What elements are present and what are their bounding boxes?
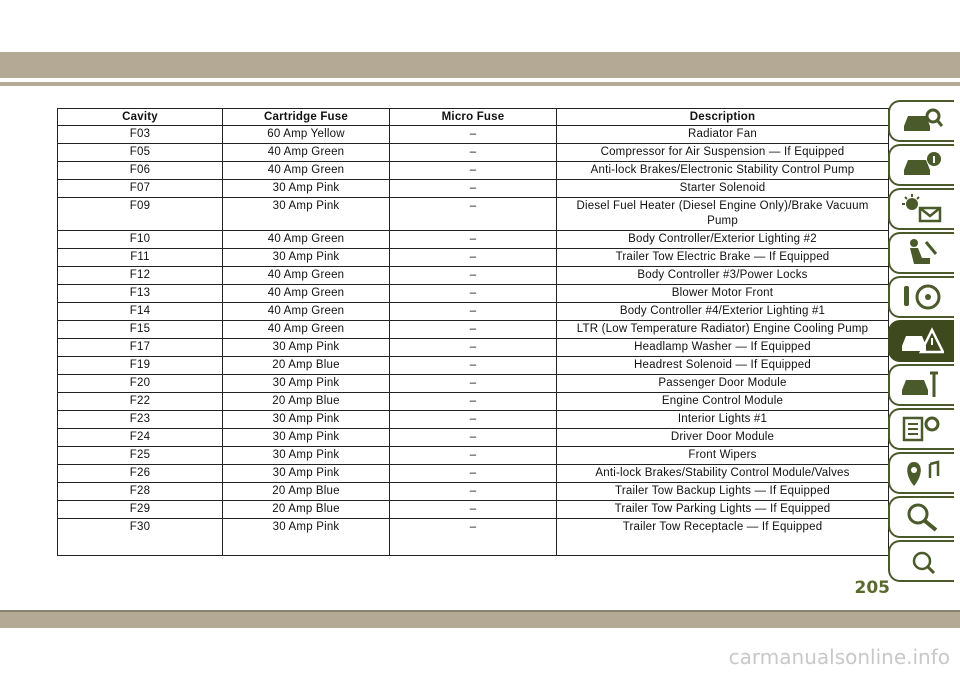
tab-getting-to-know[interactable]: [888, 100, 954, 142]
cell-description: Body Controller #3/Power Locks: [557, 267, 889, 285]
cell-cavity: F28: [58, 483, 223, 501]
tab-customer-assistance[interactable]: [888, 496, 954, 538]
cell-cartridge-fuse: 40 Amp Green: [223, 303, 390, 321]
seat-airbag-icon: [900, 238, 944, 268]
tab-warning-lights[interactable]: [888, 188, 954, 230]
cell-cartridge-fuse: 20 Amp Blue: [223, 483, 390, 501]
cell-cartridge-fuse: 30 Amp Pink: [223, 375, 390, 393]
table-row: [58, 180, 889, 198]
cell-cartridge-fuse: 40 Amp Green: [223, 231, 390, 249]
tab-multimedia[interactable]: [888, 452, 954, 494]
tab-starting-operating[interactable]: [888, 276, 954, 318]
cell-micro-fuse: –: [390, 126, 557, 144]
cell-micro-fuse: –: [390, 180, 557, 198]
cell-description: LTR (Low Temperature Radiator) Engine Cooling Pump: [557, 321, 889, 339]
cell-cavity: F12: [58, 267, 223, 285]
car-emergency-icon: [900, 326, 944, 356]
cell-description: Headrest Solenoid — If Equipped: [557, 357, 889, 375]
alphabetical-index-icon: [900, 546, 944, 576]
cell-description: Starter Solenoid: [557, 180, 889, 198]
cell-description: Body Controller #4/Exterior Lighting #1: [557, 303, 889, 321]
table-row: [58, 303, 889, 321]
table-row: [58, 411, 889, 429]
cell-micro-fuse: –: [390, 519, 557, 556]
cell-cavity: F26: [58, 465, 223, 483]
top-band-line: [0, 82, 960, 86]
table-header-row: [58, 109, 889, 126]
cell-description: Front Wipers: [557, 447, 889, 465]
cell-micro-fuse: –: [390, 321, 557, 339]
cell-cartridge-fuse: 40 Amp Green: [223, 321, 390, 339]
table-row: [58, 126, 889, 144]
cell-description: Radiator Fan: [557, 126, 889, 144]
table-row: [58, 231, 889, 249]
cell-micro-fuse: –: [390, 267, 557, 285]
cell-cartridge-fuse: 30 Amp Pink: [223, 447, 390, 465]
multimedia-location-music-icon: [900, 458, 944, 488]
magnifier-search-icon: [900, 502, 944, 532]
cell-micro-fuse: –: [390, 375, 557, 393]
page-number: 205: [854, 578, 890, 598]
cell-cartridge-fuse: 40 Amp Green: [223, 267, 390, 285]
cell-cartridge-fuse: 30 Amp Pink: [223, 249, 390, 267]
cell-description: Engine Control Module: [557, 393, 889, 411]
cell-micro-fuse: –: [390, 303, 557, 321]
table-row: [58, 501, 889, 519]
header-micro-fuse: Micro Fuse: [390, 109, 557, 126]
header-cavity: Cavity: [58, 109, 223, 126]
cell-cartridge-fuse: 30 Amp Pink: [223, 465, 390, 483]
cell-cavity: F22: [58, 393, 223, 411]
table-row: [58, 393, 889, 411]
cell-cavity: F23: [58, 411, 223, 429]
car-search-icon: [900, 106, 944, 136]
cell-cavity: F06: [58, 162, 223, 180]
cell-description: Trailer Tow Parking Lights — If Equipped: [557, 501, 889, 519]
cell-description: Trailer Tow Receptacle — If Equipped: [557, 519, 889, 556]
table-row: [58, 198, 889, 231]
tab-safety[interactable]: [888, 232, 954, 274]
cell-description: Compressor for Air Suspension — If Equipped: [557, 144, 889, 162]
header-description: Description: [557, 109, 889, 126]
cell-description: Passenger Door Module: [557, 375, 889, 393]
cell-cavity: F11: [58, 249, 223, 267]
cell-description: Driver Door Module: [557, 429, 889, 447]
tab-technical-specifications[interactable]: [888, 408, 954, 450]
cell-description: Trailer Tow Backup Lights — If Equipped: [557, 483, 889, 501]
cell-cartridge-fuse: 60 Amp Yellow: [223, 126, 390, 144]
cell-cavity: F25: [58, 447, 223, 465]
table-row: [58, 162, 889, 180]
cell-micro-fuse: –: [390, 231, 557, 249]
cell-cartridge-fuse: 30 Amp Pink: [223, 339, 390, 357]
cell-micro-fuse: –: [390, 198, 557, 231]
tab-dashboard[interactable]: [888, 144, 954, 186]
watermark: carmanualsonline.info: [728, 645, 950, 669]
cell-description: Headlamp Washer — If Equipped: [557, 339, 889, 357]
cell-description: Body Controller/Exterior Lighting #2: [557, 231, 889, 249]
cell-cavity: F05: [58, 144, 223, 162]
cell-cartridge-fuse: 30 Amp Pink: [223, 180, 390, 198]
bottom-band: [0, 610, 960, 628]
table-row: [58, 465, 889, 483]
cell-cavity: F14: [58, 303, 223, 321]
cell-cavity: F20: [58, 375, 223, 393]
table-row: [58, 267, 889, 285]
cell-cavity: F09: [58, 198, 223, 231]
cell-description: Anti-lock Brakes/Stability Control Module/Valves: [557, 465, 889, 483]
cell-micro-fuse: –: [390, 465, 557, 483]
tab-in-case-of-emergency[interactable]: [888, 320, 954, 362]
cell-micro-fuse: –: [390, 429, 557, 447]
cell-micro-fuse: –: [390, 339, 557, 357]
cell-cartridge-fuse: 20 Amp Blue: [223, 393, 390, 411]
cell-cartridge-fuse: 30 Amp Pink: [223, 198, 390, 231]
tab-index[interactable]: [888, 540, 954, 582]
cell-description: Diesel Fuel Heater (Diesel Engine Only)/Brake Vacuum Pump: [557, 198, 889, 231]
cell-cavity: F10: [58, 231, 223, 249]
table-row: [58, 483, 889, 501]
table-row: [58, 339, 889, 357]
table-row: [58, 285, 889, 303]
cell-micro-fuse: –: [390, 249, 557, 267]
cell-cavity: F19: [58, 357, 223, 375]
cell-micro-fuse: –: [390, 393, 557, 411]
table-row: [58, 519, 889, 556]
table-row: [58, 375, 889, 393]
cell-description: Blower Motor Front: [557, 285, 889, 303]
cell-description: Interior Lights #1: [557, 411, 889, 429]
cell-micro-fuse: –: [390, 285, 557, 303]
cell-description: Anti-lock Brakes/Electronic Stability Control Pump: [557, 162, 889, 180]
cell-micro-fuse: –: [390, 447, 557, 465]
tab-servicing[interactable]: [888, 364, 954, 406]
cell-micro-fuse: –: [390, 162, 557, 180]
cell-cavity: F13: [58, 285, 223, 303]
steering-wheel-key-icon: [900, 282, 944, 312]
table-row: [58, 249, 889, 267]
car-info-icon: [900, 150, 944, 180]
cell-micro-fuse: –: [390, 483, 557, 501]
cell-micro-fuse: –: [390, 501, 557, 519]
top-band: [0, 52, 960, 78]
table-row: [58, 447, 889, 465]
warning-light-message-icon: [900, 194, 944, 224]
cell-micro-fuse: –: [390, 357, 557, 375]
cell-cavity: F03: [58, 126, 223, 144]
cell-cartridge-fuse: 40 Amp Green: [223, 144, 390, 162]
car-wrench-icon: [900, 370, 944, 400]
cell-cartridge-fuse: 20 Amp Blue: [223, 501, 390, 519]
table-row: [58, 357, 889, 375]
cell-cartridge-fuse: 30 Amp Pink: [223, 519, 390, 556]
cell-description: Trailer Tow Electric Brake — If Equipped: [557, 249, 889, 267]
table-row: [58, 144, 889, 162]
cell-cartridge-fuse: 40 Amp Green: [223, 285, 390, 303]
cell-cavity: F30: [58, 519, 223, 556]
fuse-table: [57, 108, 889, 556]
cell-cartridge-fuse: 40 Amp Green: [223, 162, 390, 180]
cell-cavity: F15: [58, 321, 223, 339]
table-row: [58, 321, 889, 339]
cell-cartridge-fuse: 30 Amp Pink: [223, 429, 390, 447]
cell-cartridge-fuse: 20 Amp Blue: [223, 357, 390, 375]
cell-cartridge-fuse: 30 Amp Pink: [223, 411, 390, 429]
cell-cavity: F17: [58, 339, 223, 357]
cell-cavity: F07: [58, 180, 223, 198]
cell-cavity: F24: [58, 429, 223, 447]
header-cartridge-fuse: Cartridge Fuse: [223, 109, 390, 126]
specifications-gear-icon: [900, 414, 944, 444]
table-row: [58, 429, 889, 447]
cell-cavity: F29: [58, 501, 223, 519]
cell-micro-fuse: –: [390, 411, 557, 429]
cell-micro-fuse: –: [390, 144, 557, 162]
